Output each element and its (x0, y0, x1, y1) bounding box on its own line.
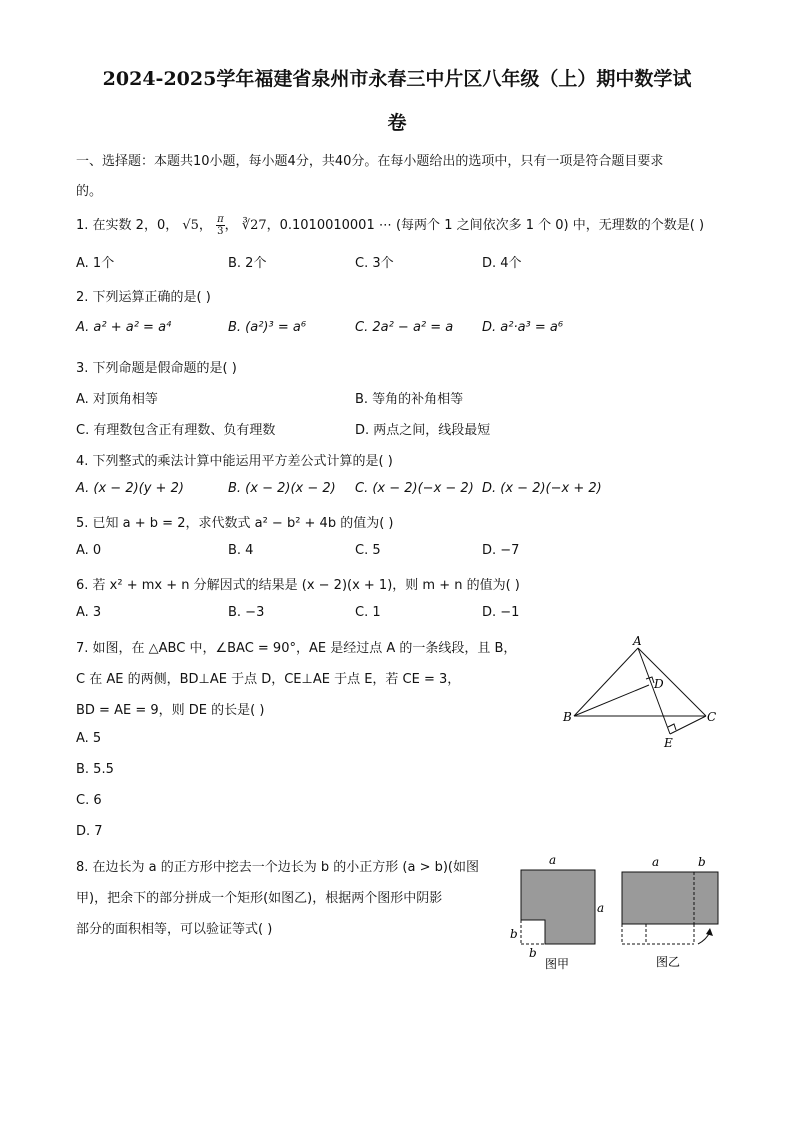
caption-yi: 图乙 (656, 955, 681, 969)
q2-option-c: C. 2a² − a² = a (355, 320, 454, 335)
q4-option-c: C. (x − 2)(−x − 2) (355, 481, 474, 496)
label-c: C (707, 710, 717, 724)
question-5: 5. 已知 a + b = 2，求代数式 a² − b² + 4b 的值为( ) (76, 516, 394, 531)
q3-option-a: A. 对顶角相等 (76, 392, 158, 407)
q5-option-d: D. −7 (482, 543, 520, 558)
q6-option-d: D. −1 (482, 605, 520, 620)
q5-option-b: B. 4 (228, 543, 254, 558)
q2-option-d: D. a²·a³ = a⁶ (482, 320, 564, 335)
q1-sqrt5: √5 (182, 218, 199, 233)
q3-option-d: D. 两点之间，线段最短 (355, 423, 491, 438)
label-b-left: b (510, 927, 518, 941)
question-7-line3: BD = AE = 9，则 DE 的长是( ) (76, 703, 265, 718)
doc-title-line1: 2024-2025学年福建省泉州市永春三中片区八年级（上）期中数学试 (102, 68, 692, 90)
q1-option-c: C. 3个 (355, 256, 394, 271)
q6-option-b: B. −3 (228, 605, 265, 620)
label-b-bottom: b (529, 946, 537, 960)
q4-option-d: D. (x − 2)(−x + 2) (482, 481, 602, 496)
label-a-right: a (597, 901, 605, 915)
label-a: A (633, 636, 642, 648)
segment-ce (670, 716, 706, 734)
label-b: B (563, 710, 572, 724)
q6-option-c: C. 1 (355, 605, 381, 620)
label-b-yi: b (698, 855, 706, 869)
q7-option-a: A. 5 (76, 731, 102, 746)
segment-ab (574, 648, 638, 716)
q4-option-a: A. (x − 2)(y + 2) (76, 481, 184, 496)
q8-figure-yi (612, 850, 727, 975)
shaded-region-jia (521, 870, 595, 944)
q7-option-c: C. 6 (76, 793, 102, 808)
q2-option-b: B. (a²)³ = a⁶ (228, 320, 307, 335)
question-6: 6. 若 x² + mx + n 分解因式的结果是 (x − 2)(x + 1)，则 m + n 的值为( ) (76, 578, 520, 593)
doc-title-line2: 卷 (387, 112, 407, 134)
q3-option-b: B. 等角的补角相等 (355, 392, 464, 407)
q1-option-d: D. 4个 (482, 256, 522, 271)
q6-option-a: A. 3 (76, 605, 102, 620)
q1-option-b: B. 2个 (228, 256, 267, 271)
q1-prefix: 1. 在实数 2，0， (76, 218, 179, 233)
question-8-line1: 8. 在边长为 a 的正方形中挖去一个边长为 b 的小正方形 (a > b)(如图 (76, 860, 480, 875)
question-8-line2: 甲)，把余下的部分拼成一个矩形(如图乙)，根据两个图形中阴影 (76, 891, 443, 906)
section-heading-line2: 的。 (76, 184, 103, 199)
shaded-rectangle-yi (622, 872, 718, 924)
q1-pi-over-3 (216, 214, 225, 237)
label-a-yi: a (652, 855, 660, 869)
q1-pi: π (217, 214, 224, 225)
q5-option-a: A. 0 (76, 543, 102, 558)
q4-option-b: B. (x − 2)(x − 2) (228, 481, 336, 496)
label-a-top: a (549, 853, 557, 867)
caption-jia: 图甲 (545, 957, 570, 971)
question-4: 4. 下列整式的乘法计算中能运用平方差公式计算的是( ) (76, 454, 393, 469)
move-arrow-head (706, 928, 713, 936)
question-3: 3. 下列命题是假命题的是( ) (76, 361, 237, 376)
question-2: 2. 下列运算正确的是( ) (76, 290, 211, 305)
q1-decimal: ，0.1010010001 ⋯ (每两个 1 之间依次多 1 个 0) 中，无理数的个数是( ) (266, 218, 705, 233)
label-d: D (654, 677, 664, 691)
label-e: E (664, 736, 673, 750)
q1-cbrt27: ∛27 (241, 218, 267, 233)
q7-option-d: D. 7 (76, 824, 103, 839)
question-7-line1: 7. 如图，在 △ABC 中，∠BAC = 90°，AE 是经过点 A 的一条线段，且 B， (76, 641, 517, 656)
section-heading-line1: 一、选择题：本题共10小题，每小题4分，共40分。在每小题给出的选项中，只有一项是符合题目要求 (76, 154, 664, 169)
segment-bd (574, 685, 649, 716)
q1-three: 3 (217, 226, 224, 237)
question-7-line2: C 在 AE 的两侧，BD⊥AE 于点 D，CE⊥AE 于点 E，若 CE = 3， (76, 672, 461, 687)
segment-ae (638, 648, 670, 734)
question-8-line3: 部分的面积相等，可以验证等式( ) (76, 922, 273, 937)
q8-figure-jia (505, 850, 610, 975)
q3-option-c: C. 有理数包含正有理数、负有理数 (76, 423, 276, 438)
q7-triangle-figure (560, 636, 720, 751)
question-1: 1. 在实数 2，0， √5， $\frac{\pi}{3}$ ， ∛27，0.1010010001 ⋯ (每两个 1 之间依次多 1 个 0) 中，无理数的个数是( ) (76, 214, 705, 237)
q7-option-b: B. 5.5 (76, 762, 114, 777)
q2-option-a: A. a² + a² = a⁴ (76, 320, 172, 335)
right-angle-e (668, 724, 676, 730)
q5-option-c: C. 5 (355, 543, 381, 558)
q1-option-a: A. 1个 (76, 256, 115, 271)
segment-ac (638, 648, 706, 716)
